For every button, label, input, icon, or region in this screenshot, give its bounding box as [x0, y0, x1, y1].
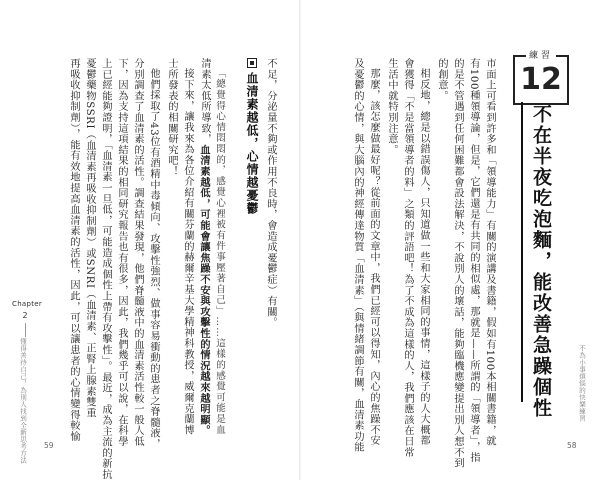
exercise-label-text: 練習	[526, 51, 556, 61]
body-text-line: 下，因為支持這項結果的相同研究報告也有很多，因此，我們幾乎可以說，在科學	[116, 58, 127, 447]
body-text-line: 他們採取了43位有酒精中毒傾向、攻擊性強烈、做事容易衝動的患者之脊髓液，	[148, 68, 159, 450]
body-text-line: 的是不管遇到任何困難都會設法解決，不說別人的壞話，能夠臨機應變提出別人想不到	[452, 58, 463, 469]
book-gutter	[299, 0, 301, 480]
heading-marker-icon	[247, 58, 257, 68]
chapter-tab	[12, 300, 43, 337]
body-text-line: 會獲得「不是當領導者的料」之類的評語吧！為了不成為這樣的人，我們應該在日常	[402, 58, 413, 458]
exercise-badge	[513, 51, 569, 105]
quote-text: 「總覺得心情悶悶的，感覺心裡被有件事壓著自己」……這樣的感覺可能是血	[214, 68, 225, 436]
body-text-line: 再吸收抑制劑），能有效地提高血清素的活性，因此，可以讓患者的心情變得較愉	[68, 58, 79, 442]
body-text-line: 相反地，總是以錯誤傷人，只知道做一些和大家相同的事情，這樣子的人大概都	[418, 68, 429, 446]
body-text-line: 生活中就特別注意。	[386, 58, 397, 156]
body-text-line: 分別調查了血清素的活性。調查結果發現，他們脊髓液中的血清素活性較一般人低	[132, 58, 143, 447]
section-heading	[244, 58, 261, 215]
body-text-line	[197, 58, 211, 436]
chapter-label: Chapter	[12, 300, 43, 308]
right-page-number: 58	[567, 441, 577, 450]
body-text-line: 憂鬱藥物SSRI（血清素再吸收抑制劑）或SNRI（血清素、正腎上腺素雙重	[84, 58, 95, 419]
body-text-line: 那麼，該怎麼做最好呢？從前面的文章中，我們已經可以得知，內心的焦躁不安	[368, 68, 379, 446]
chapter-number: 2	[22, 311, 28, 320]
body-text-line: 市面上可看到許多和「領導能力」有關的演講及書籍，假如有100本相關書籍，就	[484, 58, 495, 447]
left-page-number: 59	[44, 441, 54, 450]
body-text-line: 士所發表的相關研究吧！	[166, 58, 177, 177]
chapter-title: 不在半夜吃泡麵，能改善急躁個性	[530, 104, 552, 419]
left-continuation-text: 不足，分泌量不夠或作用不良時，會造成憂鬱症）有關。	[265, 58, 276, 328]
body-text-line: 及憂鬱的心情，與大腦內的神經傳達物質「血清素」（與情緒調節有關，血清素功能	[352, 58, 363, 453]
body-text-line: 接下來，讓我來為各位介紹有關芬蘭的赫爾辛基大學精神科教授，威爾克蘭博	[182, 68, 193, 436]
right-running-head: 不為小事煩惱的快樂練習	[578, 345, 586, 422]
body-text-line: 上已經能夠證明，「血清素一旦低，可能造成個性上帶有攻擊性」。最近，成為主流的新抗	[100, 58, 111, 480]
section-heading-text: 血清素越低，心情越憂鬱	[245, 72, 259, 215]
exercise-label	[515, 48, 567, 61]
left-running-head: 懂得善待自己，為別人找到全新思考方法	[19, 338, 27, 464]
body-text-fragment: 清素太低所導致，	[199, 58, 210, 145]
exercise-number: 12	[520, 62, 562, 97]
body-text-line: 有100種領導論，但是，它們還是有共同的相似處，那就是——所謂的「領導者」，指	[468, 58, 479, 463]
title-rule	[521, 102, 523, 402]
body-text-line: 的創意。	[436, 58, 447, 102]
chapter-divider	[25, 323, 26, 337]
emphasis-text: 血清素越低，可能會讓焦躁不安與攻擊性的情況越來越明顯。	[198, 144, 210, 437]
